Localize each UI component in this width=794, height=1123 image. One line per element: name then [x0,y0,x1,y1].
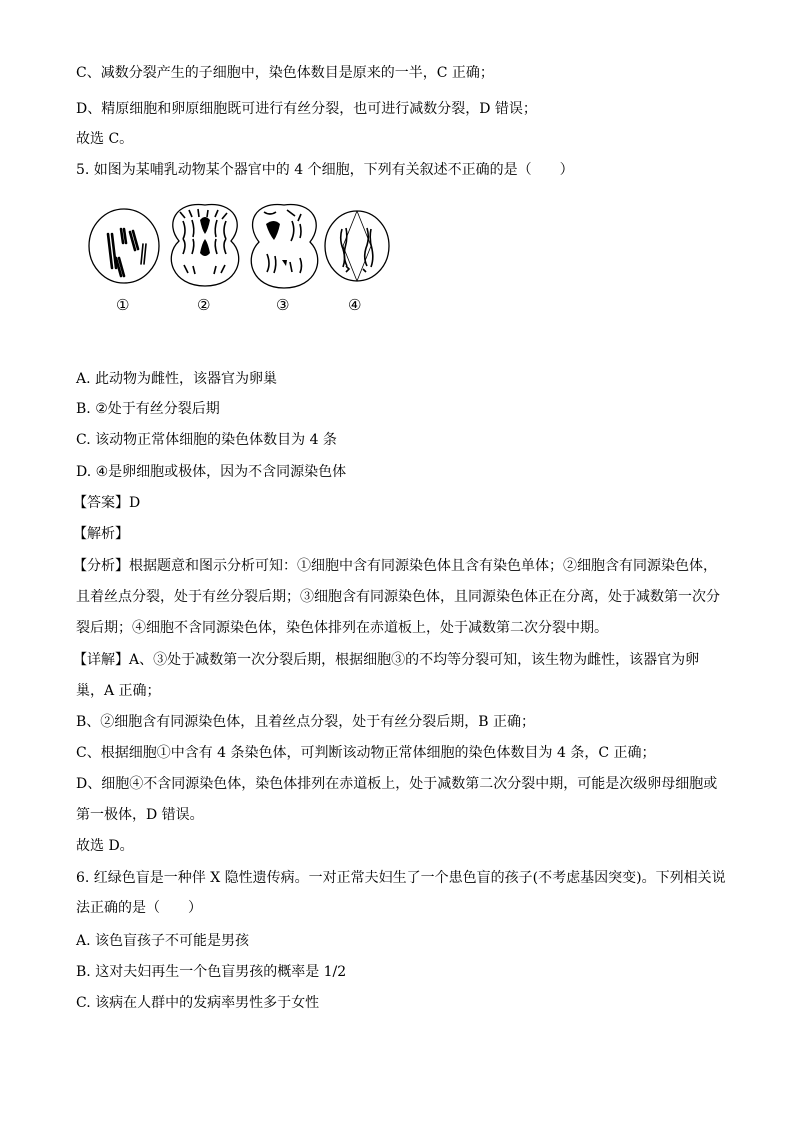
figure-label-2: ② [197,296,211,314]
question-5-stem: 5. 如图为某哺乳动物某个器官中的 4 个细胞，下列有关叙述不正确的是（ ） [76,162,574,178]
figure-label-3: ③ [276,296,290,314]
option-b: B. ②处于有丝分裂后期 [76,401,220,417]
question-6-stem-cont: 法正确的是（ ） [76,900,202,916]
cell-4-outline [325,211,389,281]
cell-division-figure [80,196,400,321]
option-a: A. 此动物为雌性，该器官为卵巢 [76,371,278,387]
option-c: C. 该动物正常体细胞的染色体数目为 4 条 [76,432,337,448]
analysis-line: 且着丝点分裂，处于有丝分裂后期；③细胞含有同源染色体，且同源染色体正在分离，处于减数第一次分 [76,589,720,605]
analysis-heading: 【解析】 [73,526,129,542]
cell-1-chromosomes [108,229,146,276]
detail-line: 【详解】A、③处于减数第一次分裂后期，根据细胞③的不均等分裂可知，该生物为雌性，该器官为卵 [73,652,700,668]
detail-line: 故选 D。 [76,838,134,854]
answer-label: 【答案】D [73,495,141,511]
text-line: C、减数分裂产生的子细胞中，染色体数目是原来的一半，C 正确； [76,65,494,81]
cell-3-outline [251,205,317,288]
detail-line: 巢，A 正确； [76,683,161,699]
cell-3-small-dark-mark [282,260,287,266]
detail-line: B、②细胞含有同源染色体，且着丝点分裂，处于有丝分裂后期，B 正确； [76,714,536,730]
cell-4-chromosomes [341,228,373,272]
q6-option-c: C. 该病在人群中的发病率男性多于女性 [76,995,320,1011]
analysis-line: 【分析】根据题意和图示分析可知：①细胞中含有同源染色体且含有染色单体；②细胞含有同源染色体， [73,558,717,574]
figure-label-1: ① [116,296,130,314]
cell-2-dark-chromosome-top [200,217,210,234]
text-line: D、精原细胞和卵原细胞既可进行有丝分裂，也可进行减数分裂，D 错误； [76,101,537,117]
cell-3-dark-chromosome [266,221,280,240]
question-6-stem: 6. 红绿色盲是一种伴 X 隐性遗传病。一对正常夫妇生了一个患色盲的孩子(不考虑基因突变)。下列相关说 [76,870,726,886]
q6-option-a: A. 该色盲孩子不可能是男孩 [76,933,250,949]
detail-line: C、根据细胞①中含有 4 条染色体，可判断该动物正常体细胞的染色体数目为 4 条，C 正确； [76,745,656,761]
text-line: 故选 C。 [76,131,134,147]
q6-option-b: B. 这对夫妇再生一个色盲男孩的概率是 1/2 [76,964,347,980]
option-d: D. ④是卵细胞或极体，因为不含同源染色体 [76,464,347,480]
detail-line: 第一极体，D 错误。 [76,807,204,823]
cell-2-dark-chromosome-bottom [200,239,210,256]
cell-3-chromosomes [264,210,302,273]
figure-label-4: ④ [348,296,362,314]
detail-line: D、细胞④不含同源染色体，染色体排列在赤道板上，处于减数第二次分裂中期，可能是次级卵母细胞或 [76,776,718,792]
analysis-line: 裂后期；④细胞不含同源染色体，染色体排列在赤道板上，处于减数第二次分裂中期。 [76,620,608,636]
